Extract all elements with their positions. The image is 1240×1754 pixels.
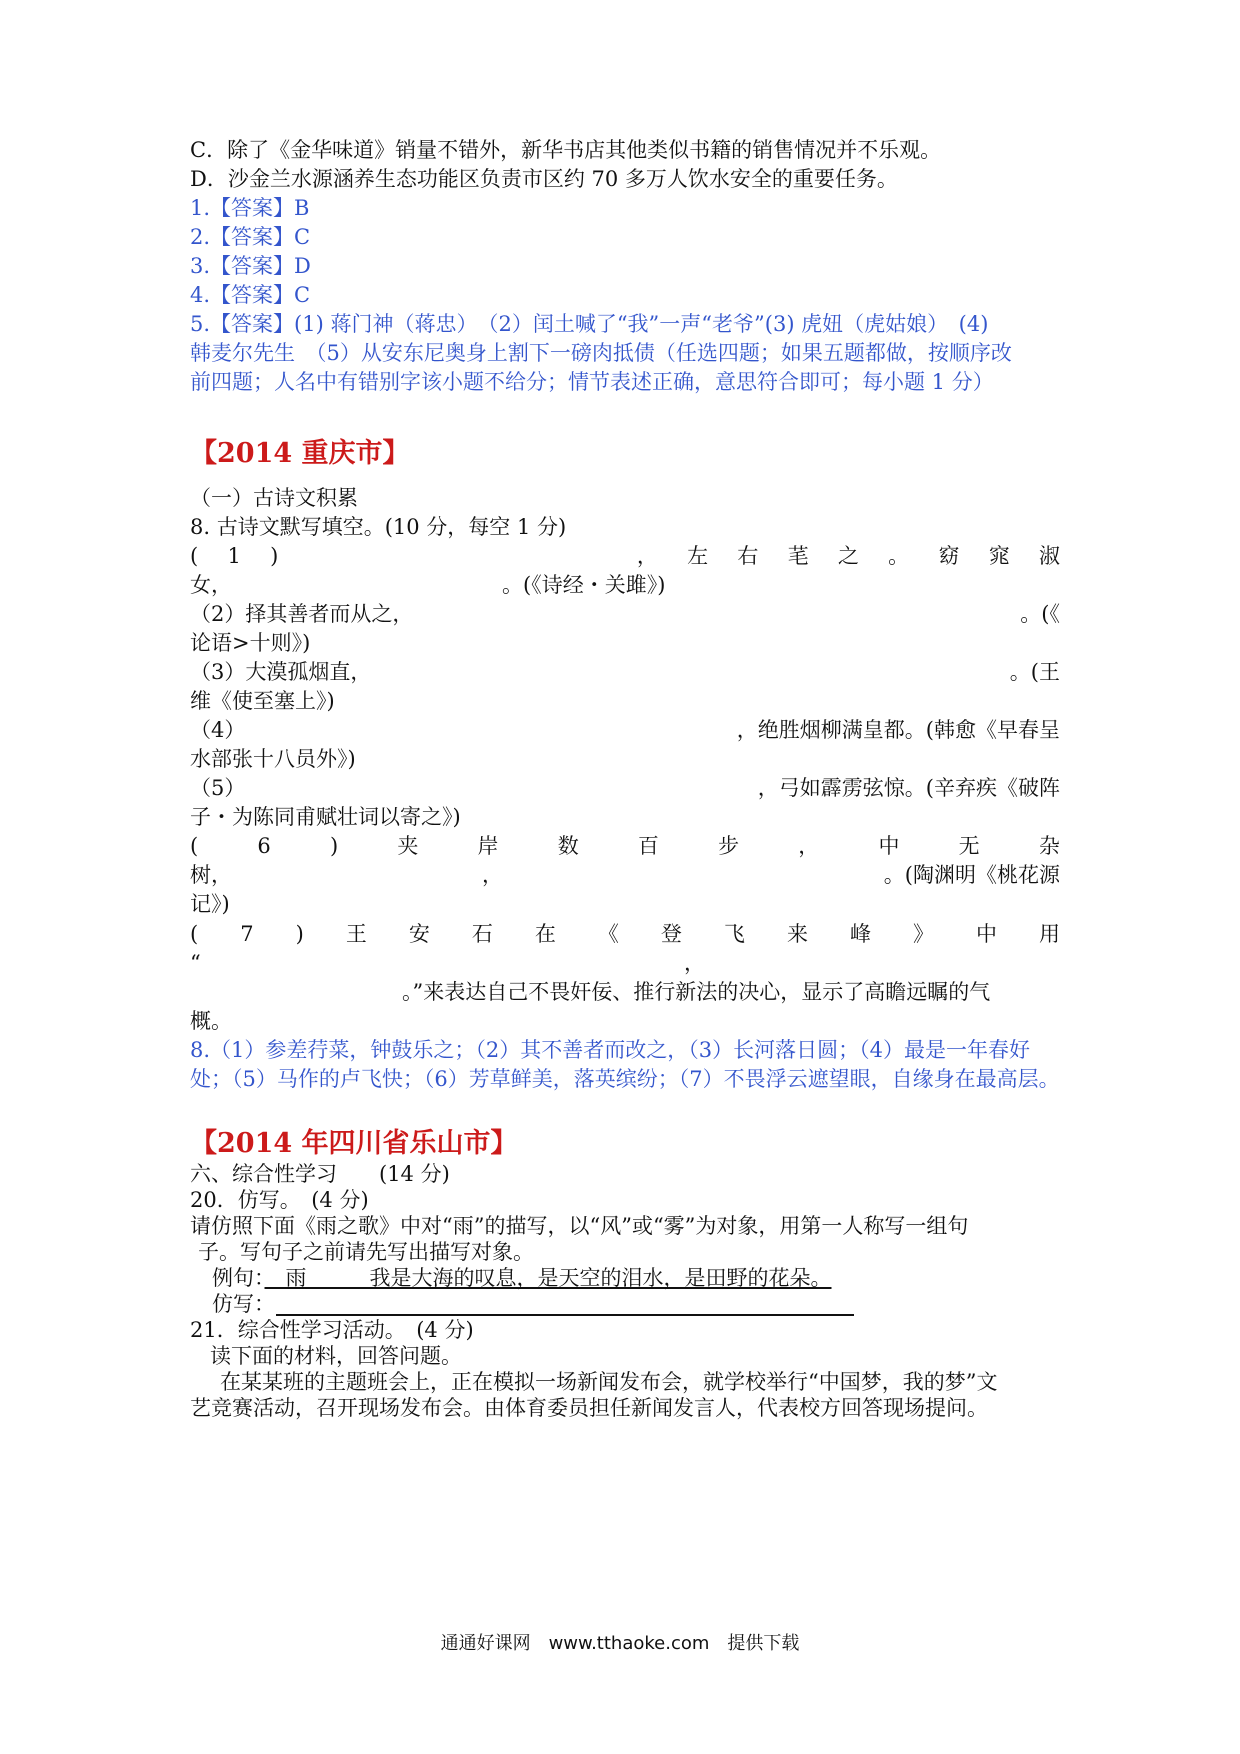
text: （5） [190,776,246,800]
q8-item-5-line2: 子・为陈同甫赋壮词以寄之》) [190,805,461,829]
q8-item-3-line2: 维《使至塞上》) [190,689,335,713]
char: 右 [737,544,759,568]
text: ，弓如霹雳弦惊。(辛弃疾《破阵 [757,776,1060,800]
char: 石 [471,922,493,946]
q8-item-4-line2: 水部张十八员外》) [190,747,356,771]
char: 百 [637,834,659,858]
char: 安 [408,922,430,946]
char: 淑 [1038,544,1060,568]
char: 1 [227,544,241,568]
char: 《 [597,922,619,946]
text: （4） [190,718,246,742]
char: 中 [878,834,900,858]
char: 左 [687,544,709,568]
example-text: 雨 我是大海的叹息，是天空的泪水，是田野的花朵。 [264,1266,832,1290]
leshan-line-7: 21．综合性学习活动。 (4 分) [190,1318,474,1342]
text: ，绝胜烟柳满皇都。(韩愈《早春呈 [736,718,1060,742]
option-d: D．沙金兰水源涵养生态功能区负责市区约 70 多万人饮水安全的重要任务。 [190,167,898,191]
text: ， [684,951,705,975]
char: 无 [958,834,980,858]
section-subheading: （一）古诗文积累 [190,486,358,510]
example-label: 例句： [212,1266,265,1290]
answer-8-line2: 处；（5）马作的卢飞快；（6）芳草鲜美，落英缤纷；（7）不畏浮云遮望眼，自缘身在最高层。 [190,1067,1060,1091]
text: ， [482,863,503,887]
char: 岸 [477,834,499,858]
char: ， [798,834,820,858]
leshan-line-1: 六、综合性学习 (14 分) [190,1162,450,1186]
char: ) [270,544,279,568]
q8-item-4-line1 [190,714,1060,746]
leshan-line-3: 请仿照下面《雨之歌》中对“雨”的描写，以“风”或“雾”为对象，用第一人称写一组句 [190,1214,969,1238]
char: 窈 [938,544,960,568]
text: 女， [190,573,232,597]
q8-item-1-line1 [190,540,1060,572]
char: 来 [786,922,808,946]
char: 杂 [1038,834,1060,858]
q8-item-1-line2 [190,569,1060,601]
leshan-line-8: 读下面的材料，回答问题。 [210,1344,462,1368]
char: 。 [888,544,910,568]
answer-5-line2: 韩麦尔先生 （5）从安东尼奥身上割下一磅肉抵债（任选四题；如果五题都做，按顺序改 [190,341,1012,365]
imitate-label: 仿写： [212,1292,275,1316]
text: 。(王 [1009,660,1060,684]
char: 6 [257,834,271,858]
char: ( [190,834,199,858]
char: 》 [912,922,934,946]
answer-5-line1: 5.【答案】(1) 蒋门神（蒋忠） （2）闰土喊了“我”一声“老爷”(3) 虎妞（虎姑娘） (4) [190,312,989,336]
char: 登 [660,922,682,946]
text: 。(陶渊明《桃花源 [883,863,1060,887]
char: 飞 [723,922,745,946]
char: 峰 [849,922,871,946]
char: 王 [345,922,367,946]
text: 树， [190,863,232,887]
text: （3）大漠孤烟直， [190,660,372,684]
answer-5-line3: 前四题；人名中有错别字该小题不给分；情节表述正确，意思符合即可；每小题 1 分） [190,370,994,394]
char: ) [295,922,304,946]
char: 中 [975,922,997,946]
char: 芼 [787,544,809,568]
q8-item-6-line3: 记》) [190,892,230,916]
char: ( [190,922,199,946]
char: ( [190,544,199,568]
section-heading-leshan: 【2014 年四川省乐山市】 [190,1128,518,1159]
q8-item-7-line4: 概。 [190,1009,232,1033]
answer-2: 2.【答案】C [190,225,311,249]
q8-item-7-line2 [190,947,1060,979]
q8-item-3-line1 [190,656,1060,688]
char: 窕 [988,544,1010,568]
option-c: C．除了《金华味道》销量不错外，新华书店其他类似书籍的销售情况并不乐观。 [190,138,942,162]
char: 用 [1039,922,1060,946]
q8-item-2-line1 [190,598,1060,630]
leshan-line-9: 在某某班的主题班会上，正在模拟一场新闻发布会，就学校举行“中国梦，我的梦”文 [220,1370,998,1394]
text: 。(《诗经・关雎》) [502,573,666,597]
q8-item-7-line3 [190,976,1060,1008]
leshan-line-4: 子。写句子之前请先写出描写对象。 [198,1240,534,1264]
section-heading-chongqing: 【2014 重庆市】 [190,438,410,469]
text: 。”来表达自己不畏奸佞、推行新法的决心，显示了高瞻远瞩的气 [402,980,991,1004]
q8-item-7-line1 [190,918,1060,950]
char: 夹 [397,834,419,858]
text: 。(《 [1020,602,1060,626]
q8-item-5-line1 [190,772,1060,804]
leshan-line-2: 20．仿写。 (4 分) [190,1188,369,1212]
q8-item-6-line2 [190,859,1060,891]
answer-3: 3.【答案】D [190,254,311,278]
char: 步 [718,834,740,858]
text: （2）择其善者而从之， [190,602,414,626]
page-footer: 通通好课网 www.tthaoke.com 提供下载 [440,1633,800,1654]
question-8: 8. 古诗文默写填空。(10 分，每空 1 分) [190,515,567,539]
q8-item-2-line2: 论语>十则》) [190,631,311,655]
char: 7 [240,922,254,946]
char: ， [636,544,658,568]
char: ) [329,834,339,858]
answer-1: 1.【答案】B [190,196,310,220]
char: 数 [557,834,579,858]
answer-8-line1: 8.（1）参差荇菜，钟鼓乐之；（2）其不善者而改之，（3）长河落日圆；（4）最是一年春好 [190,1038,1030,1062]
text: “ [190,951,201,975]
answer-4: 4.【答案】C [190,283,311,307]
q8-item-6-line1 [190,830,1060,862]
leshan-line-10: 艺竞赛活动，召开现场发布会。由体育委员担任新闻发言人，代表校方回答现场提问。 [190,1396,988,1420]
char: 之 [837,544,859,568]
char: 在 [534,922,556,946]
